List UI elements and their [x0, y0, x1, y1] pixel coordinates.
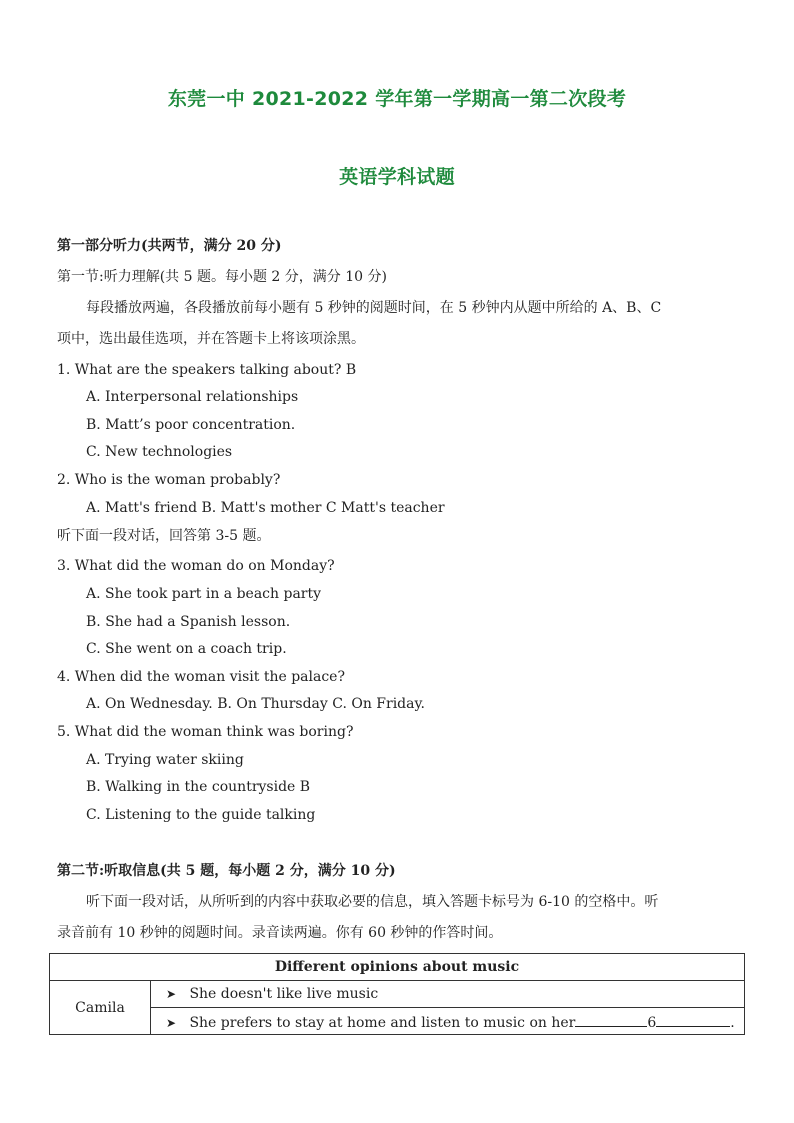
question-1-option-a: A. Interpersonal relationships [86, 389, 299, 405]
opinion-text-1: She doesn't like live music [189, 986, 379, 1002]
table-row [50, 981, 745, 1008]
question-5-option-a: A. Trying water skiing [86, 752, 244, 768]
part1-heading: 第一部分听力(共两节，满分 20 分) [57, 238, 282, 254]
exam-subtitle: 英语学科试题 [339, 166, 455, 188]
table-header: Different opinions about music [50, 954, 745, 981]
question-3-option-a: A. She took part in a beach party [86, 586, 322, 602]
opinion-cell-1 [151, 981, 745, 1008]
question-4: 4. When did the woman visit the palace? [57, 669, 345, 685]
section2-instruction-line1: 听下面一段对话，从所听到的内容中获取必要的信息，填入答题卡标号为 6-10 的空格中。听 [86, 894, 659, 910]
question-2-options: A. Matt's friend B. Matt's mother C Matt's teacher [86, 500, 445, 516]
question-3-option-b: B. She had a Spanish lesson. [86, 614, 291, 630]
person-name: Camila [50, 981, 151, 1035]
section1-instruction-line1: 每段播放两遍，各段播放前每小题有 5 秒钟的阅题时间，在 5 秒钟内从题中所给的 A、B、C [86, 300, 662, 316]
opinion-text-2: She prefers to stay at home and listen to music on her [189, 1014, 576, 1031]
answer-blank[interactable] [575, 1012, 647, 1027]
question-2: 2. Who is the woman probably? [57, 472, 281, 488]
section1-heading: 第一节:听力理解(共 5 题。每小题 2 分，满分 10 分) [57, 269, 387, 285]
section1-instruction-line2: 项中，选出最佳选项，并在答题卡上将该项涂黑。 [57, 331, 365, 347]
question-5: 5. What did the woman think was boring? [57, 724, 354, 740]
question-5-option-b: B. Walking in the countryside B [86, 779, 311, 795]
arrow-bullet-icon: ➤ [165, 1015, 177, 1030]
question-3-option-c: C. She went on a coach trip. [86, 641, 287, 657]
question-3: 3. What did the woman do on Monday? [57, 558, 335, 574]
blank-number: 6 [647, 1014, 657, 1031]
exam-title: 东莞一中 2021-2022 学年第一学期高一第二次段考 [167, 88, 627, 110]
section2-heading: 第二节:听取信息(共 5 题，每小题 2 分，满分 10 分) [57, 863, 396, 879]
table-row [50, 1008, 745, 1035]
question-5-option-c: C. Listening to the guide talking [86, 807, 316, 823]
section2-instruction-line2: 录音前有 10 秒钟的阅题时间。录音读两遍。你有 60 秒钟的作答时间。 [57, 925, 503, 941]
opinions-table [49, 953, 745, 1035]
sentence-end: . [730, 1014, 735, 1031]
question-4-options: A. On Wednesday. B. On Thursday C. On Friday. [86, 696, 425, 712]
dialogue-note: 听下面一段对话，回答第 3-5 题。 [57, 528, 271, 544]
question-1-option-c: C. New technologies [86, 444, 233, 460]
arrow-bullet-icon: ➤ [165, 987, 177, 1001]
opinion-cell-2 [151, 1008, 745, 1035]
question-1-option-b: B. Matt’s poor concentration. [86, 417, 296, 433]
table-header-row [50, 954, 745, 981]
answer-blank[interactable] [656, 1012, 730, 1027]
question-1: 1. What are the speakers talking about? B [57, 362, 357, 378]
